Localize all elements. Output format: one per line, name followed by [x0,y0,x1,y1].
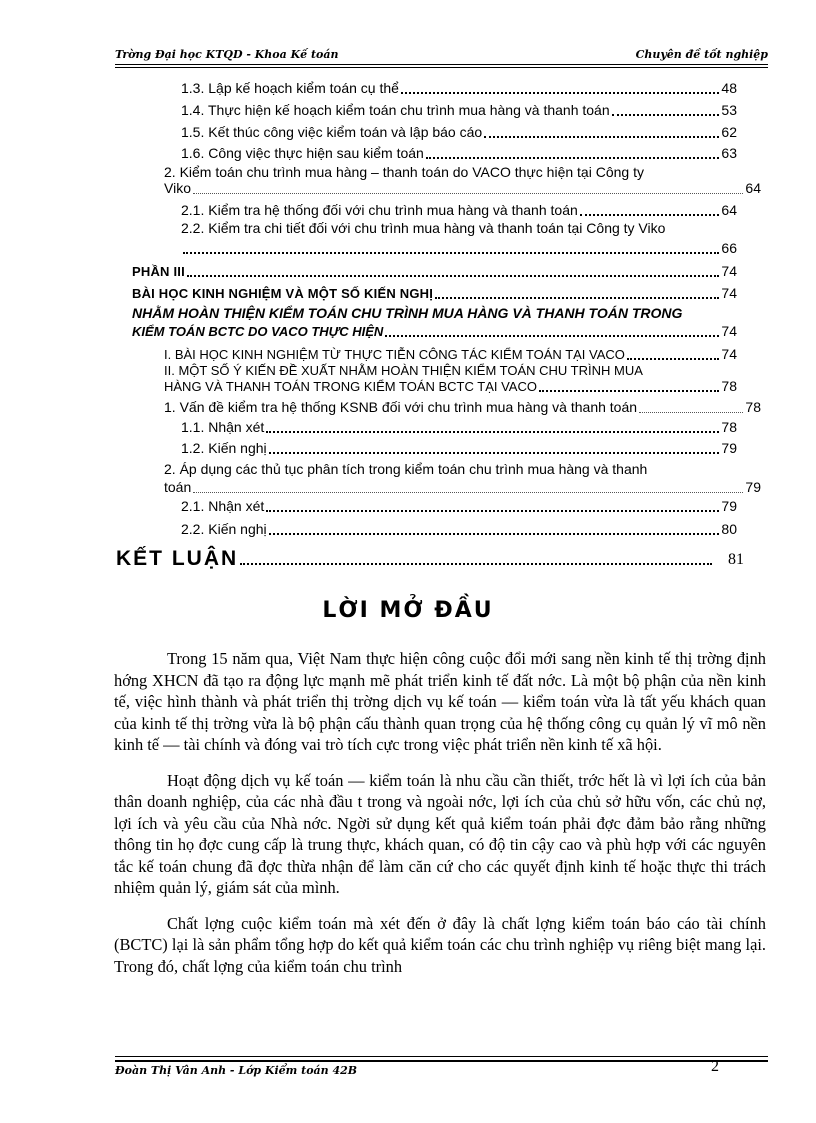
body-text [114,648,766,991]
toc-entry: KIỂM TOÁN BCTC DO VACO THỰC HIỆN 74 [132,323,737,339]
toc-entry: 1.1. Nhận xét 78 [181,419,737,435]
toc-entry: PHẦN III 74 [132,263,737,279]
toc-entry-line: 2.2. Kiểm tra chi tiết đối với chu trình mua hàng và thanh toán tại Công ty Viko [181,220,666,236]
toc-entry: 1.5. Kết thúc công việc kiểm toán và lập báo cáo 62 [181,124,737,140]
paragraph: Chất lợng cuộc kiểm toán mà xét đến ở đây là chất lợng kiểm toán báo cáo tài chính (BCTC) lại là sản phẩm tổng hợp do kết quả kiểm toán các chu trình nghiệp vụ riêng biệt mang lại. Trong đó, chất lợng của kiểm toán chu trình [114,913,766,976]
page-header [115,46,768,64]
toc-entry: BÀI HỌC KINH NGHIỆM VÀ MỘT SỐ KIẾN NGHỊ 74 [132,285,737,301]
toc-entry: 1.2. Kiến nghị 79 [181,440,737,456]
toc-entry-line: 2. Kiểm toán chu trình mua hàng – thanh toán do VACO thực hiện tại Công ty [164,164,644,180]
header-school: Trờng Đại học KTQD - Khoa Kế toán [115,48,339,61]
paragraph: Hoạt động dịch vụ kế toán — kiểm toán là nhu cầu cần thiết, trớc hết là vì lợi ích của bản thân doanh nghiệp, của các nhà đầu t trong và ngoài nớc, lợi ích của chủ sở hữu vốn, các chủ nợ, lợi ích và yêu cầu của Nhà nớc. Ngời sử dụng kết quả kiểm toán phải đợc đảm bảo rằng những thông tin họ đợc cung cấp là trung thực, khách quan, có độ tin cậy cao và phù hợp với các nguyên tắc kế toán chung đã đợc thừa nhận để làm căn cứ cho các quyết định kinh tế hoặc thực thi trách nhiệm quản lý, giám sát của mình. [114,770,766,897]
header-doc-type: Chuyên đề tốt nghiệp [635,48,768,61]
toc-entry: 1.6. Công việc thực hiện sau kiểm toán 63 [181,145,737,161]
toc-entry: HÀNG VÀ THANH TOÁN TRONG KIỂM TOÁN BCTC TẠI VACO 78 [164,378,737,394]
header-divider [115,64,768,65]
toc-entry: 66 [181,240,737,257]
footer-divider [115,1056,768,1057]
toc-entry: Viko 64 [164,180,761,196]
toc-entry: 1. Vấn đề kiểm tra hệ thống KSNB đối với chu trình mua hàng và thanh toán 78 [164,399,761,415]
footer-divider [115,1060,768,1062]
toc-entry: 2.1. Nhận xét 79 [181,498,737,514]
toc-entry: 1.4. Thực hiện kế hoạch kiểm toán chu trình mua hàng và thanh toán 53 [181,102,737,118]
toc-entry-line: NHẰM HOÀN THIỆN KIỂM TOÁN CHU TRÌNH MUA HÀNG VÀ THANH TOÁN TRONG [132,305,683,321]
toc-entry-line: II. MỘT SỐ Ý KIẾN ĐỀ XUẤT NHẰM HOÀN THIỆN KIỂM TOÁN CHU TRÌNH MUA [164,363,643,378]
toc-entry: I. BÀI HỌC KINH NGHIỆM TỪ THỰC TIỄN CÔNG TÁC KIỂM TOÁN TẠI VACO 74 [164,346,737,362]
toc-entry: KẾT LUẬN 81 [116,547,744,570]
footer-author: Đoàn Thị Vân Anh - Lớp Kiểm toán 42B [115,1064,358,1077]
toc-entry: 1.3. Lập kế hoạch kiểm toán cụ thể 48 [181,80,737,96]
toc-entry-line: 2. Áp dụng các thủ tục phân tích trong kiểm toán chu trình mua hàng và thanh [164,461,648,477]
toc-entry: toán 79 [164,479,761,495]
section-title: LỜI MỞ ĐẦU [322,598,494,623]
toc-entry: 2.1. Kiểm tra hệ thống đối với chu trình mua hàng và thanh toán 64 [181,202,737,218]
paragraph: Trong 15 năm qua, Việt Nam thực hiện công cuộc đổi mới sang nền kinh tế thị trờng định hớng XHCN đã tạo ra động lực mạnh mẽ phát triển kinh tế đất nớc. Là một bộ phận của nền kinh tế, việc hình thành và phát triển thị trờng dịch vụ kế toán — kiểm toán vừa là tất yếu khách quan của kinh tế thị trờng vừa là bộ phận cấu thành quan trọng của hệ thống công cụ quản lý vĩ mô nền kinh tế — tài chính và đóng vai trò tích cực trong việc phát triển nền kinh tế xã hội. [114,649,766,754]
header-divider [115,67,768,68]
page-number: 2 [711,1058,719,1075]
toc-entry: 2.2. Kiến nghị 80 [181,521,737,537]
